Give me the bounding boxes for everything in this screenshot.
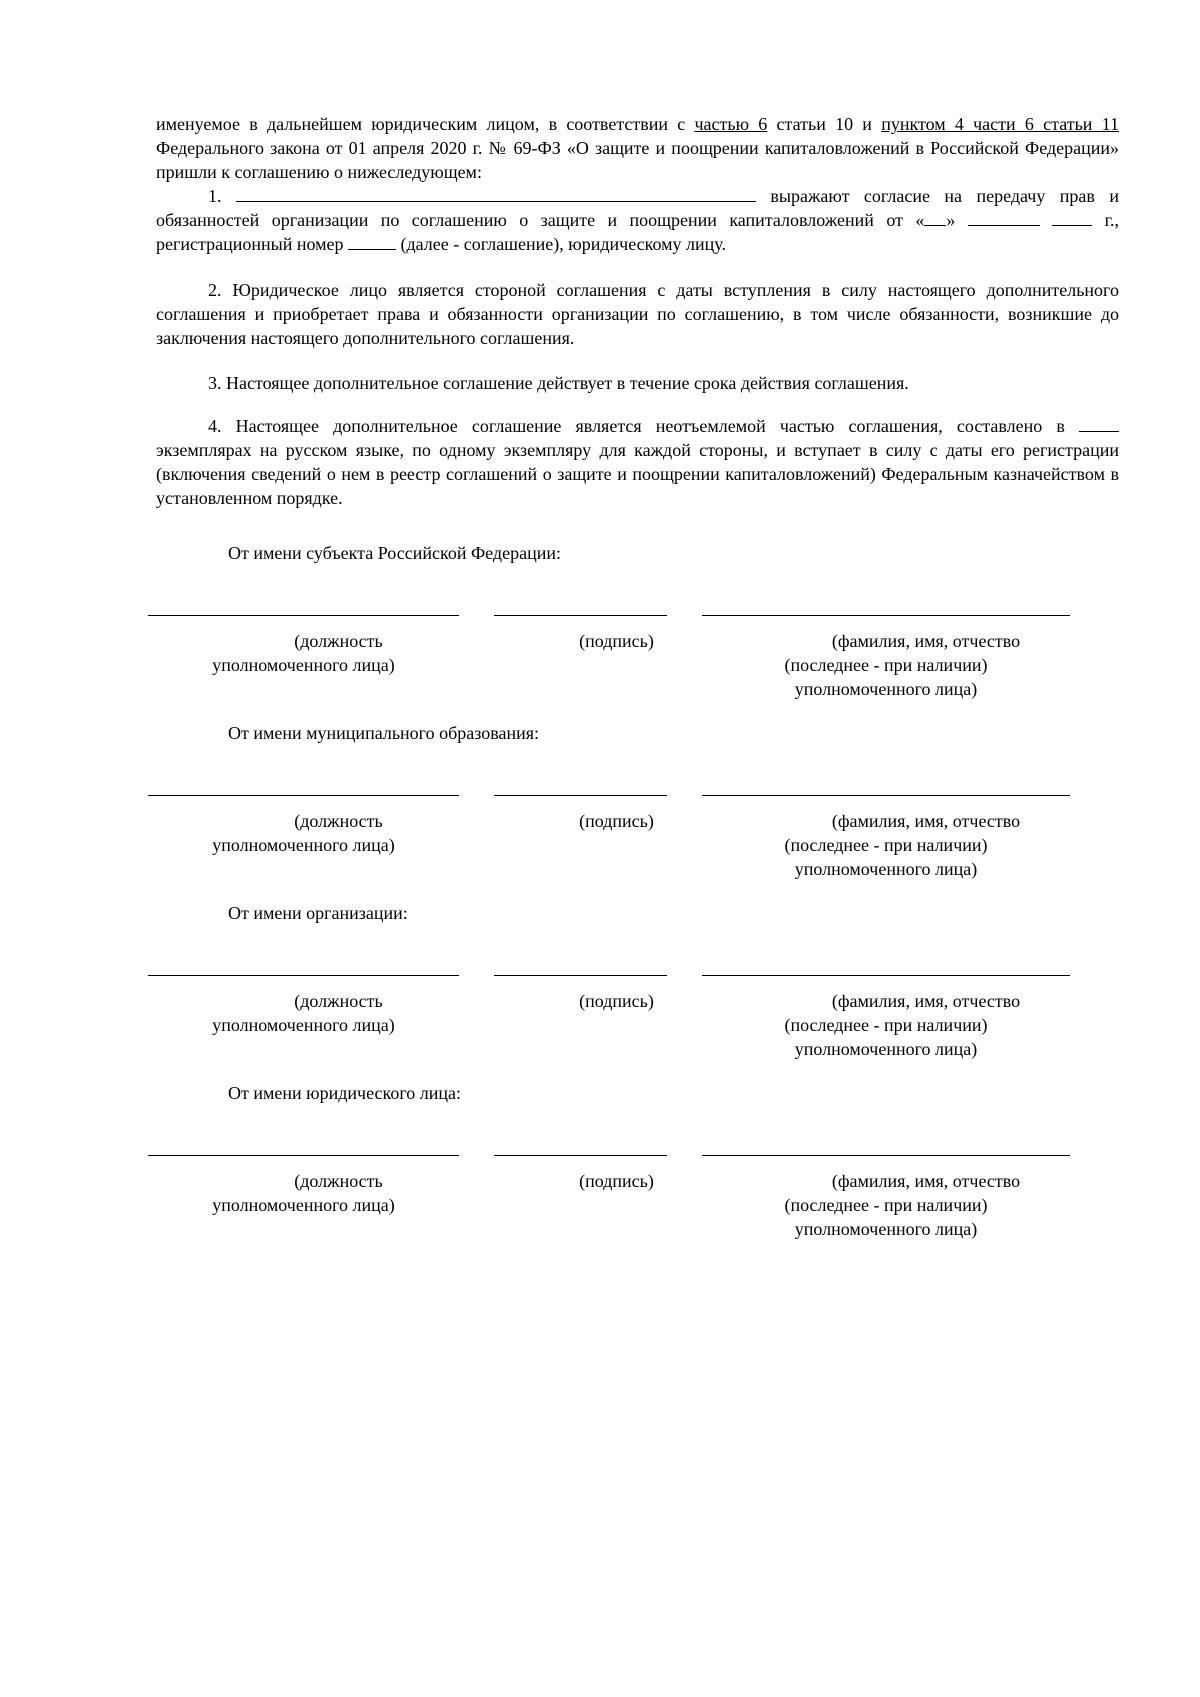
clause-4 — [156, 414, 1119, 510]
party-name-blank[interactable] — [236, 184, 756, 202]
position-signature-line[interactable] — [148, 795, 459, 796]
clause-2 — [156, 278, 1119, 350]
copies-count-blank[interactable] — [1079, 414, 1119, 432]
signature-caption: (подпись) — [579, 1171, 654, 1191]
month-blank[interactable] — [968, 208, 1040, 226]
day-blank[interactable] — [924, 208, 946, 226]
signature-line[interactable] — [494, 1155, 667, 1156]
position-signature-line[interactable] — [148, 615, 459, 616]
position-signature-line[interactable] — [148, 975, 459, 976]
intro-paragraph — [156, 112, 1119, 184]
clause-1-text-c: г., регистрационный номер — [156, 210, 1120, 254]
year-blank[interactable] — [1052, 208, 1092, 226]
position-caption: (должность уполномоченного лица) — [212, 811, 395, 855]
full-name-signature-line[interactable] — [702, 615, 1070, 616]
full-name-signature-line[interactable] — [702, 795, 1070, 796]
link-point-4[interactable]: пунктом 4 части 6 статьи 11 — [881, 114, 1119, 134]
position-caption: (должность уполномоченного лица) — [212, 991, 395, 1035]
clause-1-text-a: выражают согласие на передачу прав и обязанностей организации по соглашению о защите и поощрении капиталовложений от « — [156, 186, 1119, 230]
signatory-heading: От имени субъекта Российской Федерации: — [228, 543, 561, 563]
signature-line[interactable] — [494, 795, 667, 796]
clause-3 — [156, 371, 1119, 395]
signature-caption: (подпись) — [579, 991, 654, 1011]
signature-caption: (подпись) — [579, 811, 654, 831]
position-caption: (должность уполномоченного лица) — [212, 1171, 395, 1215]
intro-text-2: статьи 10 и — [767, 114, 882, 134]
full-name-caption: (фамилия, имя, отчество (последнее - при наличии) уполномоченного лица) — [784, 991, 1021, 1059]
clause-4-text-b: экземплярах на русском языке, по одному экземпляру для каждой стороны, и вступает в силу с даты его регистрации (включения сведений о нем в реестр соглашений о защите и поощрении капиталовложений) Федеральным казначейством в установленном порядке. — [156, 440, 1119, 508]
full-name-caption: (фамилия, имя, отчество (последнее - при наличии) уполномоченного лица) — [784, 1171, 1021, 1239]
intro-text-1: именуемое в дальнейшем юридическим лицом, в соответствии с — [156, 114, 695, 134]
signature-line[interactable] — [494, 615, 667, 616]
clause-1-text-b: » — [946, 210, 968, 230]
clause-1-text-d: (далее - соглашение), юридическому лицу. — [396, 234, 726, 254]
clause-1-number: 1. — [208, 186, 222, 206]
full-name-caption: (фамилия, имя, отчество (последнее - при наличии) уполномоченного лица) — [784, 631, 1021, 699]
clause-1 — [156, 184, 1119, 256]
position-caption: (должность уполномоченного лица) — [212, 631, 395, 675]
intro-text-3: Федерального закона от 01 апреля 2020 г. № 69-ФЗ «О защите и поощрении капиталовложений в Российской Федерации» пришли к соглашению о нижеследующем: — [156, 138, 1119, 182]
signature-caption: (подпись) — [579, 631, 654, 651]
signatory-heading: От имени юридического лица: — [228, 1083, 461, 1103]
clause-4-text-a: 4. Настоящее дополнительное соглашение является неотъемлемой частью соглашения, составлено в — [208, 416, 1079, 436]
full-name-caption: (фамилия, имя, отчество (последнее - при наличии) уполномоченного лица) — [784, 811, 1021, 879]
clause-3-text: 3. Настоящее дополнительное соглашение действует в течение срока действия соглашения. — [208, 373, 909, 393]
registration-number-blank[interactable] — [348, 232, 396, 250]
full-name-signature-line[interactable] — [702, 1155, 1070, 1156]
signatory-heading: От имени организации: — [228, 903, 408, 923]
signature-line[interactable] — [494, 975, 667, 976]
position-signature-line[interactable] — [148, 1155, 459, 1156]
signatory-heading: От имени муниципального образования: — [228, 723, 540, 743]
link-part-6[interactable]: частью 6 — [694, 114, 768, 134]
clause-2-text: 2. Юридическое лицо является стороной соглашения с даты вступления в силу настоящего дополнительного соглашения и приобретает права и обязанности организации по соглашению, в том числе обязанности, возникшие до заключения настоящего дополнительного соглашения. — [156, 280, 1119, 348]
full-name-signature-line[interactable] — [702, 975, 1070, 976]
